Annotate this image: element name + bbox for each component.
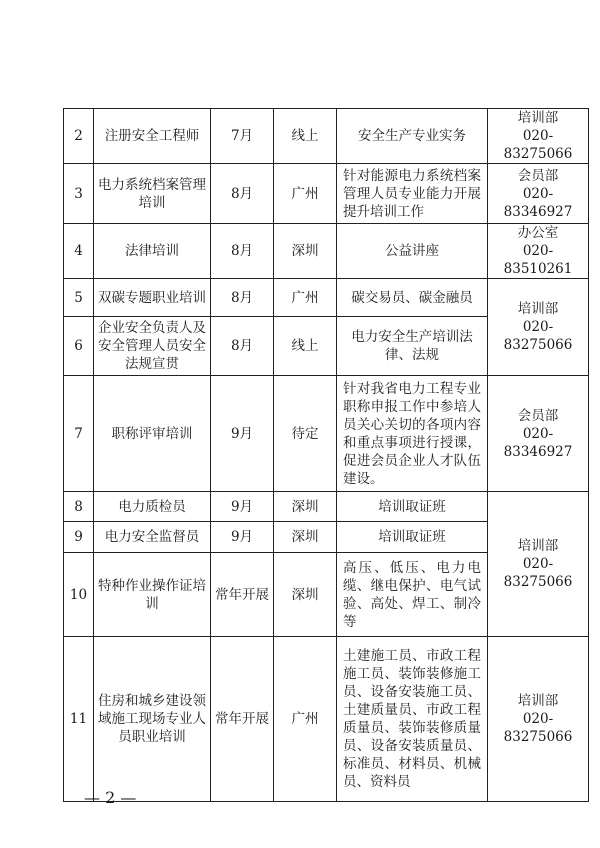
contact-phone: 020-83510261 xyxy=(503,243,573,277)
course-name: 住房和城乡建设领域施工现场专业人员职业培训 xyxy=(94,637,211,802)
row-number: 4 xyxy=(64,224,94,279)
course-name: 电力质检员 xyxy=(94,492,211,522)
course-location: 深圳 xyxy=(274,492,337,522)
course-content: 针对我省电力工程专业职称申报工作中参培人员关心关切的各项内容和重点事项进行授课，促进会员企业人才队伍建设。 xyxy=(337,376,488,492)
row-number: 3 xyxy=(64,164,94,224)
row-number: 6 xyxy=(64,317,94,376)
course-location: 线上 xyxy=(274,109,337,164)
contact-dept: 培训部 xyxy=(517,693,559,709)
contact-cell xyxy=(488,224,589,279)
course-name: 电力安全监督员 xyxy=(94,522,211,553)
contact-dept: 会员部 xyxy=(517,167,559,184)
contact-dept: 培训部 xyxy=(517,301,559,317)
contact-phone: 020-83275066 xyxy=(503,556,573,590)
contact-dept: 办公室 xyxy=(517,225,559,241)
row-number: 9 xyxy=(64,522,94,553)
contact-cell xyxy=(488,376,589,492)
contact-dept: 培训部 xyxy=(517,110,559,126)
contact-cell xyxy=(488,492,589,637)
course-content: 电力安全生产培训法律、法规 xyxy=(337,317,488,376)
course-content: 碳交易员、碳金融员 xyxy=(337,279,488,317)
contact-cell xyxy=(488,637,589,802)
course-month: 8月 xyxy=(211,279,274,317)
course-location: 待定 xyxy=(274,376,337,492)
course-month: 常年开展 xyxy=(211,553,274,637)
page-number: — 2 — xyxy=(84,788,137,807)
course-content: 培训取证班 xyxy=(337,492,488,522)
contact-cell xyxy=(488,279,589,376)
course-name: 电力系统档案管理培训 xyxy=(94,164,211,224)
course-month: 常年开展 xyxy=(211,637,274,802)
contact-cell xyxy=(488,109,589,164)
course-name: 特种作业操作证培训 xyxy=(94,553,211,637)
table-row xyxy=(64,109,589,164)
course-location: 广州 xyxy=(274,279,337,317)
row-number: 2 xyxy=(64,109,94,164)
contact-phone: 020-83275066 xyxy=(503,319,573,353)
course-content: 高压、低压、电力电缆、继电保护、电气试验、高处、焊工、制冷等 xyxy=(337,553,488,637)
course-month: 9月 xyxy=(211,522,274,553)
course-name: 法律培训 xyxy=(94,224,211,279)
contact-dept: 培训部 xyxy=(517,538,559,554)
contact-phone: 020-83275066 xyxy=(503,128,573,162)
row-number: 5 xyxy=(64,279,94,317)
course-content: 土建施工员、市政工程施工员、装饰装修施工员、设备安装施工员、土建质量员、市政工程质量员、装饰装修质量员、设备安装质量员、标准员、材料员、机械员、资料员 xyxy=(337,637,488,802)
course-location: 广州 xyxy=(274,637,337,802)
course-name: 职称评审培训 xyxy=(94,376,211,492)
table-row xyxy=(64,376,589,492)
course-content: 公益讲座 xyxy=(337,224,488,279)
row-number: 7 xyxy=(64,376,94,492)
course-location: 深圳 xyxy=(274,224,337,279)
contact-cell xyxy=(488,164,589,224)
contact-phone: 020-83346927 xyxy=(503,425,573,460)
course-location: 深圳 xyxy=(274,553,337,637)
row-number: 8 xyxy=(64,492,94,522)
course-month: 8月 xyxy=(211,164,274,224)
course-name: 双碳专题职业培训 xyxy=(94,279,211,317)
table-row xyxy=(64,637,589,802)
course-content: 安全生产专业实务 xyxy=(337,109,488,164)
contact-phone: 020-83275066 xyxy=(503,711,573,745)
course-month: 9月 xyxy=(211,376,274,492)
course-month: 8月 xyxy=(211,317,274,376)
course-month: 8月 xyxy=(211,224,274,279)
course-month: 9月 xyxy=(211,492,274,522)
course-name: 企业安全负责人及安全管理人员安全法规宣贯 xyxy=(94,317,211,376)
table-row xyxy=(64,279,589,317)
contact-phone: 020-83346927 xyxy=(503,185,573,220)
course-location: 深圳 xyxy=(274,522,337,553)
row-number: 10 xyxy=(64,553,94,637)
course-location: 线上 xyxy=(274,317,337,376)
contact-dept: 会员部 xyxy=(517,407,559,424)
table-row xyxy=(64,164,589,224)
course-content: 针对能源电力系统档案管理人员专业能力开展提升培训工作 xyxy=(337,164,488,224)
table-row xyxy=(64,224,589,279)
row-number: 11 xyxy=(64,637,94,802)
course-location: 广州 xyxy=(274,164,337,224)
table-row xyxy=(64,492,589,522)
course-month: 7月 xyxy=(211,109,274,164)
course-name: 注册安全工程师 xyxy=(94,109,211,164)
training-schedule-table xyxy=(63,108,589,802)
course-content: 培训取证班 xyxy=(337,522,488,553)
